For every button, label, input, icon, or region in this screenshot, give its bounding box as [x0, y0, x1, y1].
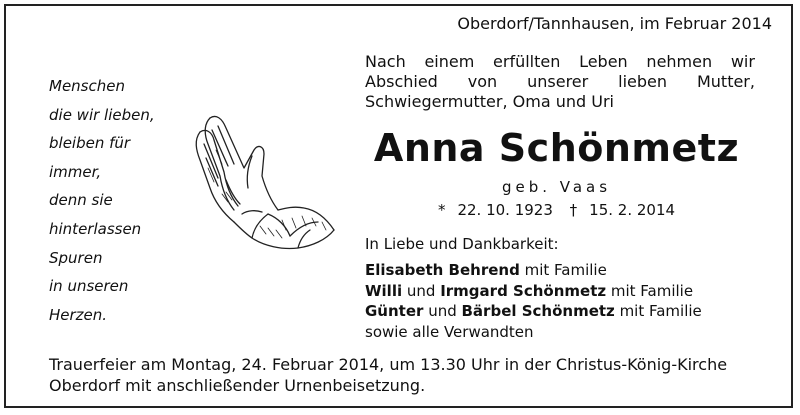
mourner-line [365, 301, 702, 322]
life-dates [365, 201, 748, 219]
birth-symbol: * [437, 201, 446, 219]
poem-line: Spuren [49, 248, 103, 267]
intro-line-1 [365, 52, 755, 72]
poem-line: denn sie [49, 191, 113, 210]
birth-date: 22. 10. 1923 [457, 201, 553, 219]
mourner-name: Elisabeth Behrend [365, 261, 520, 279]
mourner-name: Günter [365, 302, 424, 320]
intro-word: von [467, 72, 498, 91]
poem-line: die wir lieben, [49, 105, 155, 124]
mourner-suffix: mit Familie [614, 302, 702, 320]
poem-line: immer, [49, 162, 102, 181]
intro-word: Mutter, [696, 72, 755, 91]
mourner-suffix: mit Familie [519, 261, 607, 279]
death-date: 15. 2. 2014 [589, 201, 676, 219]
intro-text [365, 52, 755, 112]
death-symbol: † [569, 201, 578, 219]
poem-line: bleiben für [49, 134, 131, 153]
deceased-name: Anna Schönmetz [373, 126, 740, 170]
mourner-suffix: mit Familie [606, 281, 694, 300]
mourner-conj: und [402, 281, 441, 300]
service-line-2: Oberdorf mit anschließender Urnenbeisetzung. [49, 376, 426, 395]
poem-line: Menschen [49, 77, 125, 95]
intro-word: unserer [527, 72, 589, 91]
intro-word: wir [730, 52, 755, 71]
intro-word: nehmen [646, 52, 713, 71]
mourner-conj: und [423, 302, 462, 320]
intro-word: einem [424, 52, 475, 71]
service-info [49, 354, 727, 396]
mourners-list [365, 260, 702, 342]
poem-line: Herzen. [49, 305, 108, 324]
place-date: Oberdorf/Tannhausen, im Februar 2014 [457, 14, 772, 33]
mourner-line [365, 281, 702, 302]
intro-word: lieben [618, 72, 668, 91]
service-line-1: Trauerfeier am Montag, 24. Februar 2014, um 13.30 Uhr in der Christus-König-Kirche [49, 355, 728, 374]
thanks-line: In Liebe und Dankbarkeit: [365, 235, 559, 253]
intro-word: erfüllten [493, 52, 561, 71]
poem [49, 72, 155, 329]
mourner-name: Willi [365, 281, 403, 300]
intro-line-3: Schwiegermutter, Oma und Uri [365, 92, 614, 111]
mourner-name: Bärbel Schönmetz [461, 302, 615, 320]
intro-word: Nach [365, 52, 406, 71]
intro-word: Abschied [365, 72, 438, 91]
mourner-line: sowie alle Verwandten [365, 322, 534, 341]
intro-line-2 [365, 72, 755, 92]
poem-line: hinterlassen [49, 219, 142, 238]
poem-line: in unseren [49, 277, 129, 296]
mourner-name: Irmgard Schönmetz [440, 281, 607, 300]
praying-hands-icon [182, 110, 342, 258]
mourner-line [365, 260, 702, 281]
born-name: geb. Vaas [501, 178, 612, 196]
intro-word: Leben [579, 52, 628, 71]
